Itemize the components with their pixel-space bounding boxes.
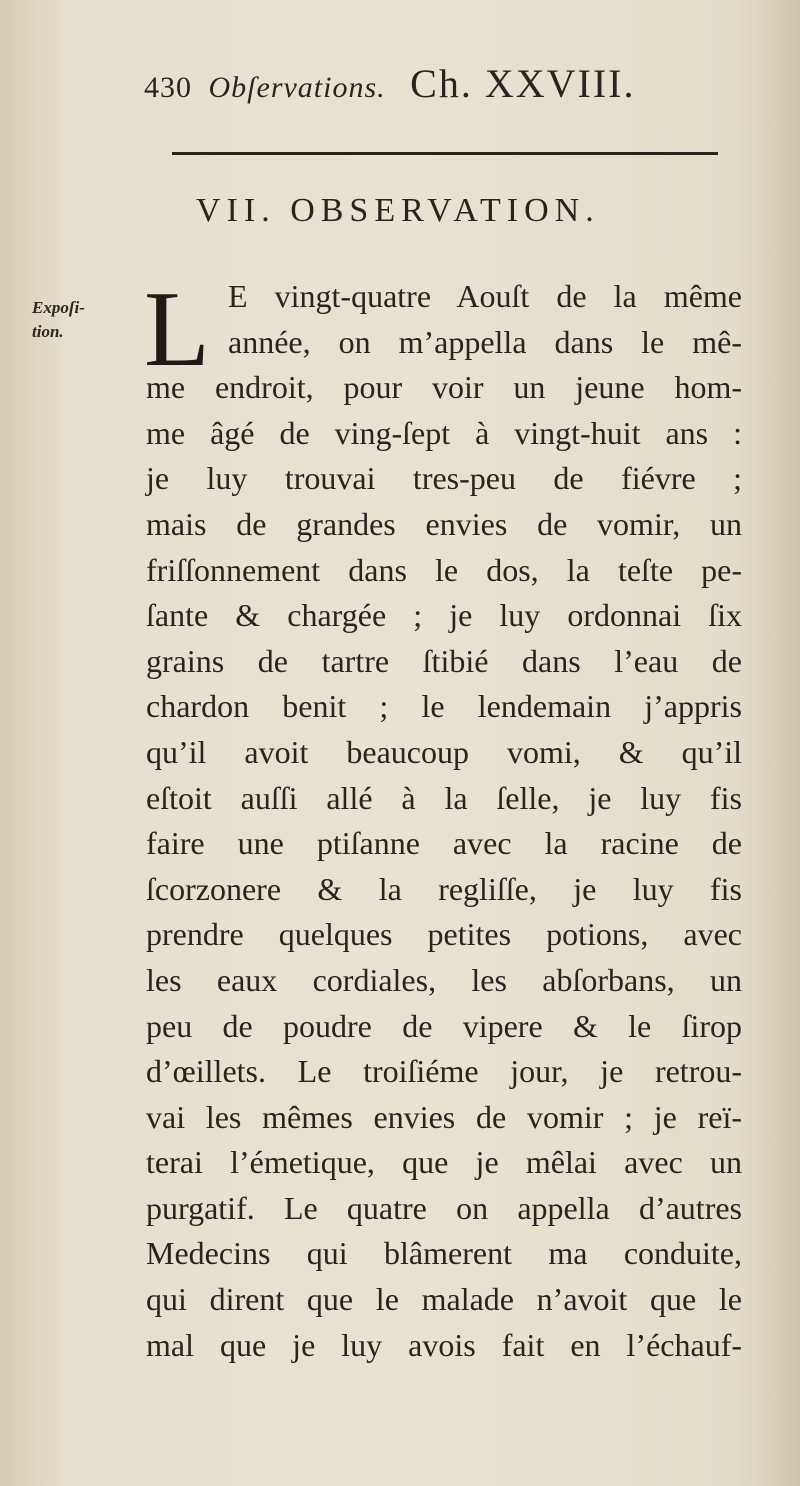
text-line: faire une ptiſanne avec la racine de [146,825,742,862]
text-line: les eaux cordiales, les abſorbans, un [146,961,742,998]
running-head [144,60,734,120]
text-line: grains de tartre ſtibié dans l’eau de [146,642,742,679]
text-line: me âgé de ving-ſept à vingt-huit ans : [146,414,742,451]
header-rule [172,152,718,155]
text-line: mais de grandes envies de vomir, un [146,505,742,542]
text-line: d’œillets. Le troiſiéme jour, je retrou- [146,1053,742,1090]
section-heading: VII. OBSERVATION. [196,192,600,229]
text-line: ſante & chargée ; je luy ordonnai ſix [146,597,742,634]
text-line: Medecins qui blâmerent ma conduite, [146,1235,742,1272]
text-line: vai les mêmes envies de vomir ; je reï- [146,1098,742,1135]
text-line: chardon benit ; le lendemain j’appris [146,688,742,725]
text-line: purgatif. Le quatre on appella d’autres [146,1189,742,1226]
text-line: friſſonnement dans le dos, la teſte pe- [146,551,742,588]
text-line: me endroit, pour voir un jeune hom- [146,369,742,406]
text-line: qui dirent que le malade n’avoit que le [146,1281,742,1318]
running-title: Obſervations. [208,71,386,104]
text-line: année, on m’appella dans le mê- [228,323,742,360]
text-line: mal que je luy avois fait en l’échauf- [146,1326,742,1363]
body-text [144,270,742,1368]
page-number: 430 [144,71,192,104]
text-line: prendre quelques petites potions, avec [146,916,742,953]
text-line: ſcorzonere & la regliſſe, je luy fis [146,870,742,907]
margin-note [32,296,112,344]
text-line: je luy trouvai tres-peu de fiévre ; [146,460,742,497]
text-line: E vingt-quatre Aouſt de la même [228,278,742,314]
margin-note-line: Expoſi- [32,298,85,317]
text-line: qu’il avoit beaucoup vomi, & qu’il [146,733,742,770]
text-line: terai l’émetique, que je mêlai avec un [146,1144,742,1181]
margin-note-line: tion. [32,322,64,341]
chapter-label: Ch. XXVIII. [410,61,636,106]
drop-cap: L [144,270,210,389]
text-line: eſtoit auſſi allé à la ſelle, je luy fis [146,779,742,816]
text-line: peu de poudre de vipere & le ſirop [146,1007,742,1044]
